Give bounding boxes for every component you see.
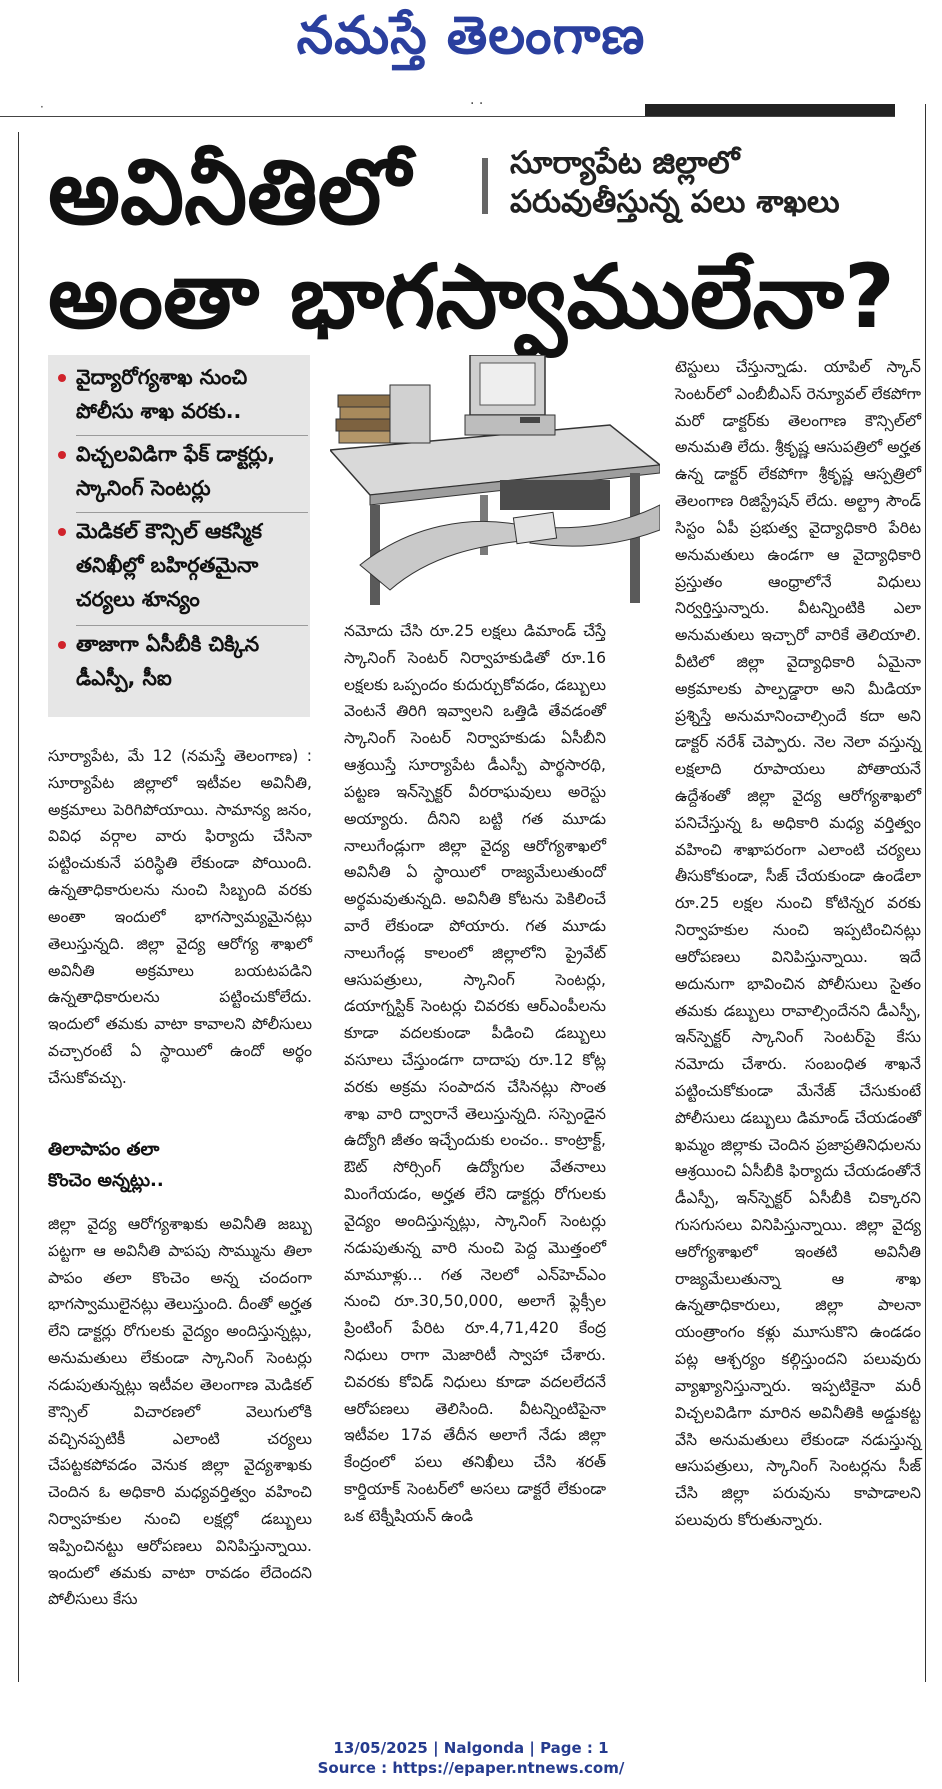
headline-line1: అవినీతిలో xyxy=(48,140,411,245)
kicker-bar xyxy=(482,158,488,214)
summary-item xyxy=(58,361,303,429)
subhead-line1: తిలాపాపం తలా xyxy=(48,1139,160,1160)
kicker-line1: సూర్యాపేట జిల్లాలో xyxy=(510,145,740,181)
summary-text: మెడికల్ కౌన్సిల్ ఆకస్మిక తనిఖీల్లో బహిర్గతమైనా చర్యలు శూన్యం xyxy=(76,519,263,611)
footer-source-link[interactable]: Source : https://epaper.ntnews.com/ xyxy=(317,1759,625,1778)
header-dots: · · xyxy=(470,96,484,112)
summary-divider xyxy=(76,435,308,436)
intro-paragraph: సూర్యాపేట, మే 12 (నమస్తే తెలంగాణ) : సూర్యాపేట జిల్లాలో ఇటీవల అవినీతి, అక్రమాలు పెరిగిపోయాయి. సామాన్య జనం, వివిధ వర్గాల వారు ఫిర్యాదు చేసినా పట్టించుకునే పరిస్థితి లేకుండా పోయింది. ఉన్నతాధికారులను నుంచి సిబ్బంది వరకు అంతా ఇందులో భాగస్వామ్యమైనట్లు తెలుస్తున్నది. జిల్లా వైద్య ఆరోగ్య శాఖలో అవినీతి అక్రమాలు బయటపడిని ఉన్నతాధికారులను పట్టించుకోలేదు. ఇందులో తమకు వాటా కావాలని పోలీసులు వచ్చారంటే ఏ స్థాయిలో ఉందో అర్థం చేసుకోవచ్చు. xyxy=(48,747,312,1087)
subhead-line2: కొంచెం అన్నట్లు.. xyxy=(48,1169,164,1191)
footer xyxy=(0,1738,942,1779)
summary-item xyxy=(58,515,303,616)
summary-text: విచ్చలవిడిగా ఫేక్ డాక్టర్లు, స్కానింగ్ సెంటర్లు xyxy=(76,442,276,500)
header-dots: · xyxy=(40,100,44,114)
summary-divider xyxy=(76,512,308,513)
summary-item xyxy=(58,628,303,696)
bullet-icon xyxy=(58,528,66,536)
header-black-block xyxy=(645,104,895,116)
bribe-illustration xyxy=(330,355,660,615)
header-rule xyxy=(0,116,895,117)
subhead xyxy=(48,1135,312,1196)
kicker-line2: పరువుతీస్తున్న పలు శాఖలు xyxy=(510,183,840,220)
column-3-body: టెస్టులు చేస్తున్నాడు. యాపిల్ స్కాన్ సెంటర్‌లో ఎంబీబీఎస్ రెన్యూవల్ లేకపోగా మరో డాక్టర్‌కు తెలంగాణ కౌన్సిల్‌లో అనుమతి లేదు. శ్రీకృష్ణ ఆసుపత్రిలో అర్హత ఉన్న డాక్టర్ లేకపోగా శ్రీకృష్ణ ఆస్పత్రిలో తెలంగాణ రిజిస్ట్రేషన్ లేదు. అల్ట్రా సౌండ్ సిస్టం ఏపీ ప్రభుత్వ వైద్యాధికారి పేరిట అనుమతులు ఉండగా ఆ వైద్యాధికారి ప్రస్తుతం ఆంధ్రాలోనే విధులు నిర్వర్తిస్తున్నారు. వీటన్నింటికి ఎలా అనుమతులు ఇచ్చారో వారికే తెలియాలి. వీటిలో జిల్లా వైద్యాధికారి ఏమైనా అక్రమాలకు పాల్పడ్డారా అని మీడియా ప్రశ్నిస్తే అనుమానించాల్సిందే కదా అని డాక్టర్ నరేశ్ చెప్పారు. నెల నెలా వస్తున్న లక్షలాది రూపాయలు పోతాయనే ఉద్దేశంతో జిల్లా వైద్య ఆరోగ్యశాఖలో పనిచేస్తున్న ఓ అధికారి మధ్య వర్తిత్వం వహించి శాఖాపరంగా ఎలాంటి చర్యలు తీసుకోకుండా, సీజ్ చేయకుండా ఉండేలా రూ.25 లక్షల నుంచి కోటిన్నర వరకు నిర్వాహకుల నుంచి ఇప్పటించినట్లు ఆరోపణలు వినిపిస్తున్నాయి. ఇదే అదునుగా భావించిన పోలీసులు సైతం తమకు డబ్బులు రావాల్సిందేనని డీఎస్పీ, ఇన్‌స్పెక్టర్ స్కానింగ్ సెంటర్‌పై కేసు నమోదు చేశారు. సంబంధిత శాఖనే పట్టించుకోకుండా మేనేజ్ చేసుకుంటే పోలీసులు డబ్బులు డిమాండ్ చేయడంతో ఖమ్మం జిల్లాకు చెందిన ప్రజాప్రతినిధులను ఆశ్రయించి ఏసీబీకి ఫిర్యాదు చేయడంతోనే డీఎస్పీ, ఇన్‌స్పెక్టర్ ఏసీబీకి చిక్కారని గుసగుసలు వినిపిస్తున్నాయి. జిల్లా వైద్య ఆరోగ్యశాఖలో ఇంతటి అవినీతి రాజ్యమేలుతున్నా ఆ శాఖ ఉన్నతాధికారులు, జిల్లా పాలనా యంత్రాంగం కళ్లు మూసుకొని ఉండడం పట్ల ఆశ్చర్యం కల్గిస్తుందని పలువురు వ్యాఖ్యానిస్తున్నారు. ఇప్పటికైనా మరీ విచ్చలవిడిగా మారిన అవినీతికి అడ్డుకట్ట వేసి అనుమతులు లేకుండా నడుస్తున్న ఆసుపత్రులు, స్కానింగ్ సెంటర్లను సీజ్ చేసి జిల్లా పరువును కాపాడాలని పలువురు కోరుతున్నారు. xyxy=(675,358,921,1529)
summary-divider xyxy=(76,625,308,626)
kicker xyxy=(510,144,840,222)
footer-date-edition: 13/05/2025 | Nalgonda | Page : 1 xyxy=(333,1739,609,1757)
bullet-icon xyxy=(58,374,66,382)
frame-left xyxy=(18,132,19,1682)
bullet-icon xyxy=(58,641,66,649)
summary-item xyxy=(58,438,303,506)
column-2-body: నమోదు చేసి రూ.25 లక్షలు డిమాండ్ చేస్తే స్కానింగ్ సెంటర్ నిర్వాహకుడితో రూ.16 లక్షలకు ఒప్పందం కుదుర్చుకోవడం, డబ్బులు వెంటనే తిరిగి ఇవ్వాలని ఒత్తిడి తేవడంతో స్కానింగ్ సెంటర్ నిర్వాహకుడు ఏసీబీని ఆశ్రయిస్తే సూర్యాపేట డీఎస్పీ పార్థసారథి, పట్టణ ఇన్‌స్పెక్టర్ వీరరాఘవులు అరెస్టు అయ్యారు. దీనిని బట్టి గత మూడు నాలుగేండ్లుగా జిల్లా వైద్య ఆరోగ్యశాఖలో అవినీతి ఏ స్థాయిలో రాజ్యమేలుతుందో అర్థమవుతున్నది. అవినీతి కోటను పెకిలించే వారే లేకుండా పోయారు. గత మూడు నాలుగేండ్ల కాలంలో జిల్లాలోని ప్రైవేట్ ఆసుపత్రులు, స్కానింగ్ సెంటర్లు, డయాగ్నస్టిక్ సెంటర్లు చివరకు ఆర్ఎంపీలను కూడా వదలకుండా పీడించి డబ్బులు వసూలు చేస్తుండగా దాదాపు రూ.12 కోట్ల వరకు అక్రమ సంపాదన చేసినట్లు సొంత శాఖ వారి ద్వారానే తెలుస్తున్నది. సస్పెండైన ఉద్యోగి జీతం ఇచ్చేందుకు లంచం.. కాంట్రాక్ట్, ఔట్ సోర్సింగ్ ఉద్యోగుల వేతనాలు మింగేయడం, అర్హత లేని డాక్టర్లు రోగులకు వైద్యం అందిస్తున్నట్లు, స్కానింగ్ సెంటర్లు నడుపుతున్న వారి నుంచి పెద్ద మొత్తంలో మామూళ్లు... గత నెలలో ఎన్‌హెచ్ఎం నుంచి రూ.30,50,000, అలాగే ఫ్లెక్సీల ప్రింటింగ్ పేరిట రూ.4,71,420 కేంద్ర నిధులు రాగా మెజారిటీ స్వాహా చేశారు. చివరకు కోవిడ్ నిధులు కూడా వదలలేదనే ఆరోపణలు తెలిసింది. వీటన్నింటిపైనా ఇటీవల 17వ తేదీన అలాగే నేడు జిల్లా కేంద్రంలో పలు తనిఖీలు చేసి శరత్ కార్డియాక్ సెంటర్‌లో అసలు డాక్టరే లేకుండా ఒక టెక్నీషియన్ ఉండి xyxy=(344,622,606,1525)
headline-line2: అంతా భాగస్వాములేనా? xyxy=(48,245,895,348)
summary-text: తాజాగా ఏసీబీకి చిక్కిన డీఎస్పీ, సీఐ xyxy=(76,632,260,690)
bullet-icon xyxy=(58,451,66,459)
column-1-body: జిల్లా వైద్య ఆరోగ్యశాఖకు అవినీతి జబ్బు పట్టగా ఆ అవినీతి పాపపు సొమ్మును తిలా పాపం తలా కొంచెం అన్న చందంగా భాగస్వాములైనట్లు తెలుస్తుంది. దీంతో అర్హత లేని డాక్టర్లు రోగులకు వైద్యం అందిస్తున్నట్లు, అనుమతులు లేకుండా స్కానింగ్ సెంటర్లు నడుపుతున్నట్లు ఇటీవల తెలంగాణ మెడికల్ కౌన్సిల్ విచారణలో వెలుగులోకి వచ్చినప్పటికీ ఎలాంటి చర్యలు చేపట్టకపోవడం వెనుక జిల్లా వైద్యశాఖకు చెందిన ఓ అధికారి మధ్యవర్తిత్వం వహించి నిర్వాహకుల నుంచి లక్షల్లో డబ్బులు ఇప్పించినట్టు ఆరోపణలు వినిపిస్తున్నాయి. ఇందులో తమకు వాటా రావడం లేదెందని పోలీసులు కేసు xyxy=(48,1215,312,1609)
summary-box xyxy=(48,355,310,717)
frame-right xyxy=(925,104,926,1682)
masthead: నమస్తే తెలంగాణ xyxy=(296,6,646,66)
summary-text: వైద్యారోగ్యశాఖ నుంచి పోలీసు శాఖ వరకు.. xyxy=(76,365,248,423)
